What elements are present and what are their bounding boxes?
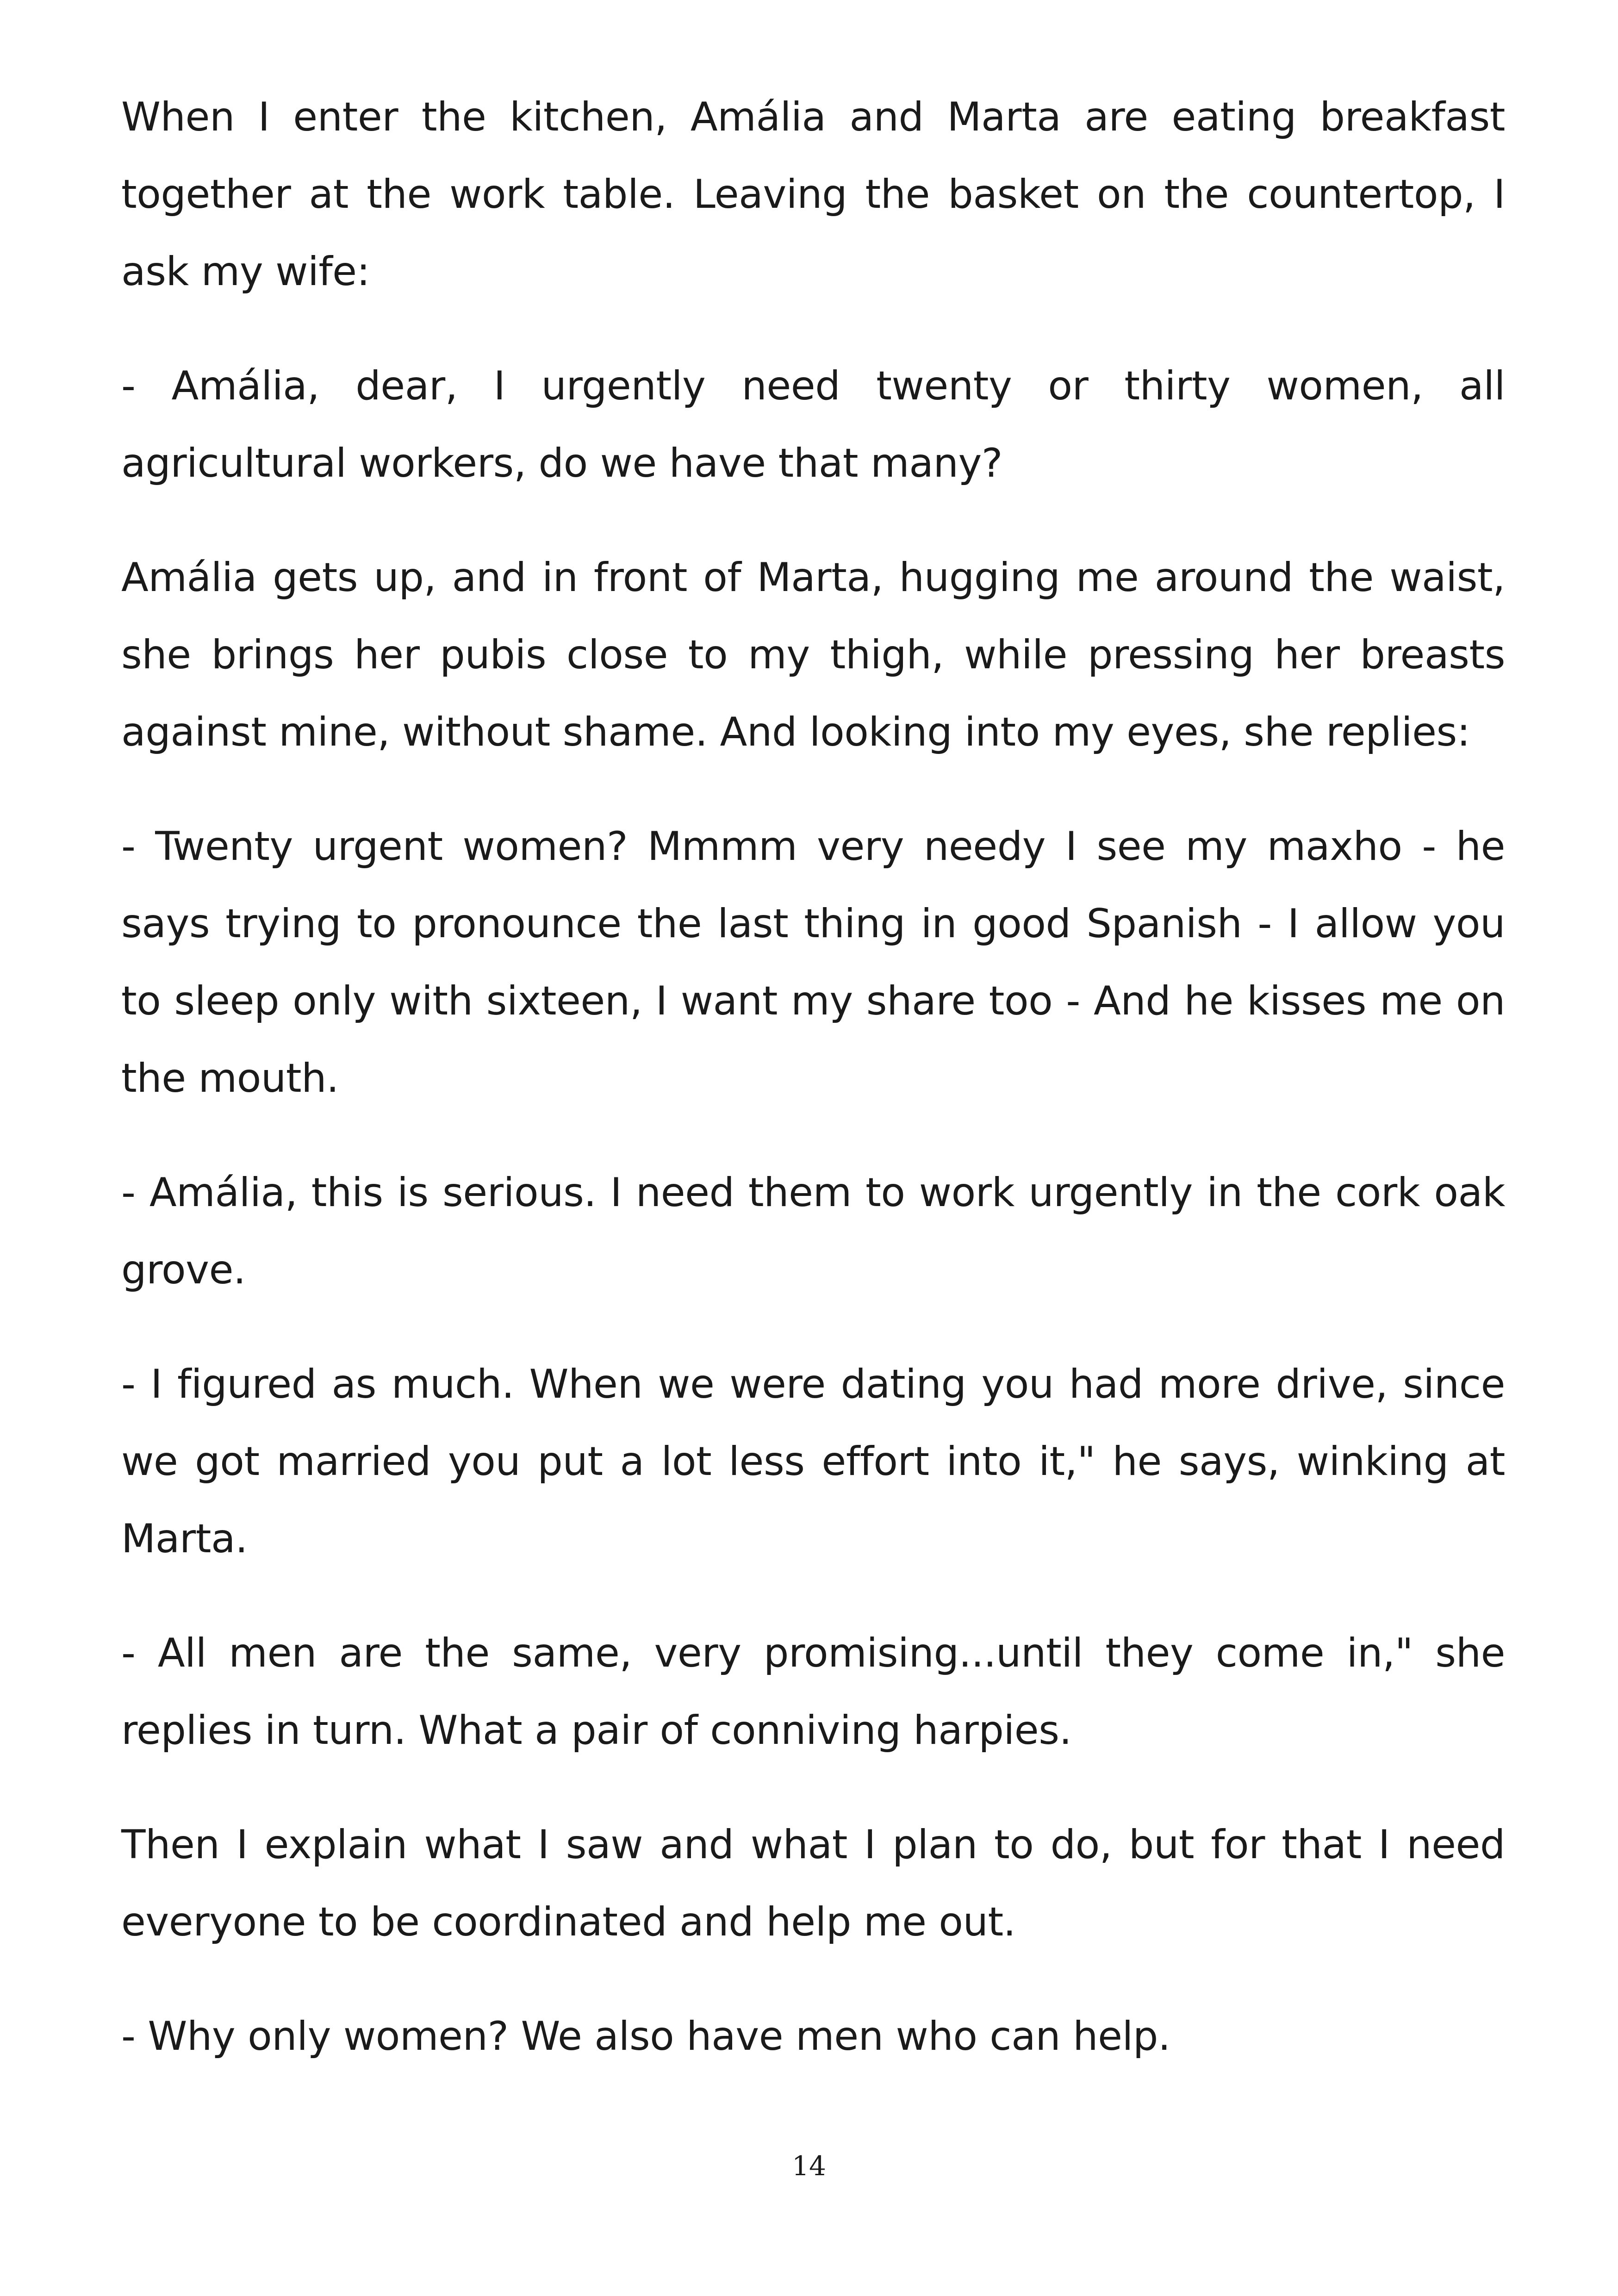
- paragraph: Then I explain what I saw and what I plan to do, but for that I need everyone to be coordinated and help me out.: [121, 1822, 1505, 1945]
- paragraph: Amália gets up, and in front of Marta, hugging me around the waist, she brings her pubis close to my thigh, while pressing her breasts against mine, without shame. And looking into my eyes, she replies:: [121, 554, 1505, 755]
- paragraph: - Amália, dear, I urgently need twenty or thirty women, all agricultural workers, do we have that many?: [121, 363, 1505, 486]
- paragraph: - Twenty urgent women? Mmmm very needy I see my maxho - he says trying to pronounce the last thing in good Spanish - I allow you to sleep only with sixteen, I want my share too - And he kisses me on the mouth.: [121, 823, 1505, 1101]
- body-text: [121, 79, 1505, 2112]
- paragraph: - Why only women? We also have men who can help.: [121, 2013, 1170, 2060]
- paragraph: When I enter the kitchen, Amália and Marta are eating breakfast together at the work table. Leaving the basket on the countertop, I ask my wife:: [121, 94, 1505, 295]
- page-number: 14: [792, 2150, 826, 2182]
- paragraph: - All men are the same, very promising...until they come in," she replies in turn. What a pair of conniving harpies.: [121, 1630, 1505, 1754]
- paragraph: - Amália, this is serious. I need them to work urgently in the cork oak grove.: [121, 1170, 1505, 1293]
- paragraph: - I figured as much. When we were dating you had more drive, since we got married you put a lot less effort into it," he says, winking at Marta.: [121, 1361, 1505, 1562]
